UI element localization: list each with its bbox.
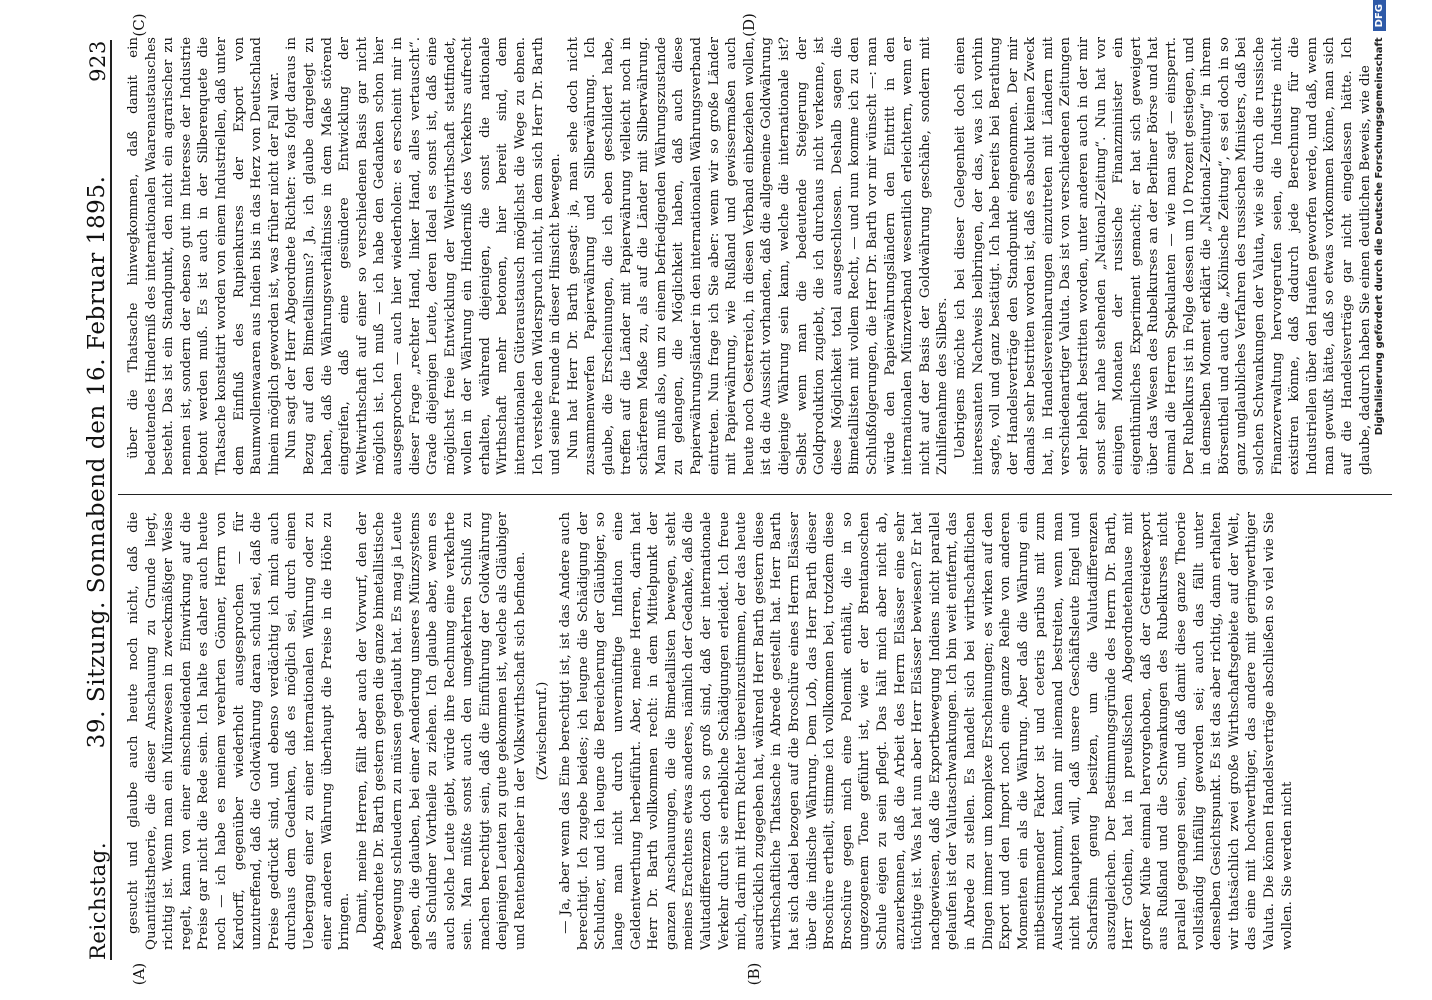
paragraph: Nun sagt der Herr Abgeordnete Richter: was folgt daraus in Bezug auf den Bimetallismus? Ja, ich glaube dargelegt zu haben, daß die Währungsverhältnisse in dem Maße störend eingreifen, daß eine gesündere Entwicklung der Weltwirthschaft auf einer so verschiedenen Basis gar nicht möglich ist. Ich muß — ich habe den Gedanken schon hier ausgesprochen — auch hier wiederholen: es erscheint mir in dieser Frage „rechter Hand, linker Hand, alles vertauscht“. Grade diejenigen Leute, deren Ideal es sonst ist, daß eine möglichst freie Entwicklung der Weltwirthschaft stattfindet, wollen in der Währung ein Hinderniß des Verkehrs aufrecht erhalten, während diejenigen, die sonst die nationale Wirthschaft mehr betonen, hier bereit sind, dem internationalen Güteraustausch möglichst die Wege zu ebnen. Ich verstehe den Widerspruch nicht, in dem sich Herr Dr. Barth und seine Freunde in dieser Hinsicht bewegen. xyxy=(284,37,564,475)
right-column xyxy=(125,37,1382,475)
page-header xyxy=(80,40,112,960)
paragraph: — Ja, aber wenn das Eine berechtigt ist, ist das Andere auch berechtigt. Ich zugebe beides; ich leugne die Schädigung der Schuldner, und ich leugne die Bereicherung der Gläubiger, so lange man nicht durch unvernünftige Inflation eine Geldentwerthung herbeiführt. Aber, meine Herren, darin hat Herr Dr. Barth vollkommen recht: in dem Mittelpunkt der ganzen Anschauungen, die die Bimetallisten bewegen, steht meines Erachtens etwas anderes, nämlich der Gedanke, daß die Valutadifferenzen doch so groß sind, daß der internationale Verkehr durch sie erhebliche Schädigungen erleidet. Ich freue mich, darin mit Herrn Richter übereinzustimmen, der das heute ausdrücklich zugegeben hat, während Herr Barth gestern diese wirthschaftliche Thatsache in Abrede gestellt hat. Herr Barth hat sich dabei bezogen auf die Broschüre eines Herrn Elsässer über die indische Währung. Dem Lob, das Herr Barth dieser Broschüre ertheilt, stimme ich vollkommen bei, trotzdem diese Broschüre gegen mich eine Polemik enthält, die in so ungezogenem Tone geführt ist, wie er der Brentanoschen Schule eigen zu sein pflegt. Das hält mich aber nicht ab, anzuerkennen, daß die Arbeit des Herrn Elsässer eine sehr tüchtige ist. Was hat nun aber Herr Elsässer bewiesen? Er hat nachgewiesen, daß die Exportbewegung Indiens nicht parallel gelaufen ist der Valutaschwankungen. Ich bin weit entfernt, das in Abrede zu stellen. Es handelt sich bei wirthschaftlichen Dingen immer um komplexe Erscheinungen; es wirken auf den Export und den Import noch eine ganze Reihe von anderen Momenten ein als die Währung. Aber daß die Währung ein mitbestimmender Faktor ist und ceteris paribus mit zum Ausdruck kommt, kann mir niemand bestreiten, wenn man nicht behaupten will, daß unsere Geschäftsleute Engel und Scharfsinn genug besitzen, um die Valutadifferenzen auszugleichen. Der Bestimmungsgründe des Herrn Dr. Barth, Herr Gothein, hat in preußischen Abgeordnetenhause mit großer Mühe einmal hervorgehoben, daß der Getreideexport aus Rußland und die Schwankungen des Rubelkurses nicht parallel gegangen seien, und daß damit diese ganze Theorie vollständig hinfällig geworden sei; auch das fällt unter denselben Gesichtspunkt. Es ist das aber richtig, dann erhalten wir thatsächlich zwei große Wirthschaftsgebiete auf der Welt, das eine mit hochwerthiger, das andere mit geringwerthiger Valuta. Die können Handelsverträge abschließen so viel wie Sie wollen. Sie werden nicht xyxy=(558,512,1295,950)
dfg-logo: DFG xyxy=(1373,0,1386,31)
paragraph: Uebrigens möchte ich bei dieser Gelegenheit doch einen interessanten Nachweis beibringen, der das, was ich vorhin sagte, voll und ganz bestätigt. Ich habe bereits bei Berathung der Handelsverträge den Standpunkt eingenommen. Der mir damals sehr bestritten worden ist, daß es absolut keinen Zweck hat, in Handelsvereinbarungen einzutreten mit Ländern mit verschiedenartiger Valuta. Das ist von verschiedenen Zeitungen sehr lebhaft bestritten worden, unter anderen auch in der mir sonst sehr nahe stehenden „National-Zeitung“. Nun hat vor einigen Monaten der russische Finanzminister ein eigenthümliches Experiment gemacht; er hat sich geweigert über das Wesen des Rubelkurses an der Berliner Börse und hat einmal die Herren Spekulanten — wie man sagt — einsperrt. Der Rubelkurs ist in Folge dessen um 10 Prozent gestiegen, und in demselben Moment erklärt die „National-Zeitung“ in ihrem Börsentheil und auch die „Kölnische Zeitung“, es sei doch in so ganz unglaubliches Verfahren des russischen Ministers, daß bei solchen Schwankungen der Valuta, wie sie durch die russische Finanzverwaltung hervorgerufen seien, die Industrie nicht existiren könne, daß dadurch jede Berechnung für die Industriellen über den Haufen geworfen werde, und daß, wenn man gewußt hätte, daß so etwas vorkommen könne, man sich auf die Handelsverträge gar nicht eingelassen hätte. Ich glaube, dadurch haben Sie einen deutlichen Beweis, wie die xyxy=(952,37,1373,475)
header-center: 39. Sitzung. Sonnabend den 16. Februar 1895. xyxy=(84,175,110,749)
paragraph: Damit, meine Herren, fällt aber auch der Vorwurf, den der Abgeordnete Dr. Barth gestern gegen die ganze bimetallistische Bewegung schleudern zu müssen geglaubt hat. Es mag ja Leute geben, die glauben, bei einer Aenderung unseres Münzsystems als Schuldner Vortheile zu ziehen. Ich glaube aber, wenn es auch solche Leute giebt, würde ihre Rechnung eine verkehrte sein. Man müßte sonst auch den umgekehrten Schluß zu machen berechtigt sein, daß die Einführung der Goldwährung denjenigen Leuten zu gute gekommen ist, welche als Gläubiger und Rentenbezieher in der Volkswirthschaft sich befinden. xyxy=(354,512,529,950)
margin-mark-c: (C) xyxy=(130,13,148,37)
digitization-credit xyxy=(1370,0,1388,1000)
page-number: 923 xyxy=(86,40,110,82)
paragraph: über die Thatsache hinwegkommen, daß damit ein bedeutendes Hinderniß des internationalen Waarenaustausches besteht. Das ist ein Standpunkt, den nicht ein agrarischer zu nennen ist, sondern der ebenso gut im Interesse der Industrie betont werden muß. Es ist auch in der Silberenquete die Thatsache konstatirt worden von einem Industriellen, daß unter dem Einfluß des Rupienkurses der Export von Baumwollenwaaren aus Indien bis in das Herz von Deutschland hinein möglich geworden ist, was früher nicht der Fall war. xyxy=(126,37,282,475)
paragraph: gesucht und glaube auch heute noch nicht, daß die Quantitätstheorie, die dieser Anschauung zu Grunde liegt, richtig ist. Wenn man ein Münzwesen in zweckmäßiger Weise regelt, kann von einer einschneidenden Einwirkung auf die Preise gar nicht die Rede sein. Ich halte es daher auch heute noch — ich habe es meinem verehrten Gönner, Herrn von Kardorff, gegenüber wiederholt ausgesprochen — für unzutreffend, daß die Goldwährung daran schuld sei, daß die Preise gedrückt sind, und ebenso verdächtig ich mich auch durchaus dem Gedanken, daß es möglich sei, durch einen Uebergang einer zu einer internationalen Währung oder zu einer anderen Währung überhaupt die Preise in die Höhe zu bringen. xyxy=(126,512,353,950)
column-divider xyxy=(118,494,1392,495)
paragraph: Nun hat Herr Dr. Barth gesagt: ja, man sehe doch nicht zusammenwerfen Papierwährung und Silberwährung. Ich glaube, die Erscheinungen, die ich eben geschildert habe, treffen auf die Länder mit Papierwährung vielleicht noch in schärferem Maße zu, als auf die Länder mit Silberwährung. Man muß also, um zu einem befriedigenden Währungszustande zu gelangen, die Möglichkeit haben, daß auch diese Papierwährungsländer in den internationalen Währungsverband eintreten. Nun frage ich Sie aber: wenn wir so große Länder mit Papierwährung, wie Rußland und gewissermaßen auch heute noch Oesterreich, in diesen Verband einbeziehen wollen, ist da die Aussicht vorhanden, daß die allgemeine Goldwährung diejenige Währung sein kann, welche die internationale ist? Selbst wenn man die bedeutende Steigerung der Goldproduktion zugiebt, die ich durchaus nicht verkenne, ist diese Möglichkeit total ausgeschlossen. Deshalb sagen die Bimetallisten mit vollem Recht, — und nun komme ich zu den Schlußfolgerungen, die Herr Dr. Barth vor mir wünscht —: man würde den Papierwährungsländern den Eintritt in den internationalen Münzverband wesentlich erleichtern, wenn er nicht auf der Basis der Goldwährung geschähe, sondern mit Zuhilfenahme des Silbers. xyxy=(565,37,951,475)
margin-mark-a: (A) xyxy=(130,962,148,986)
margin-mark-d: (D) xyxy=(740,13,758,37)
header-left: Reichstag. xyxy=(86,841,110,960)
interjection: (Zwischenruf.) xyxy=(534,681,550,781)
left-column xyxy=(125,512,1382,950)
margin-mark-b: (B) xyxy=(745,962,763,986)
credit-text: Digitalisierung gefördert durch die Deutsche Forschungsgemeinschaft xyxy=(1373,37,1385,436)
